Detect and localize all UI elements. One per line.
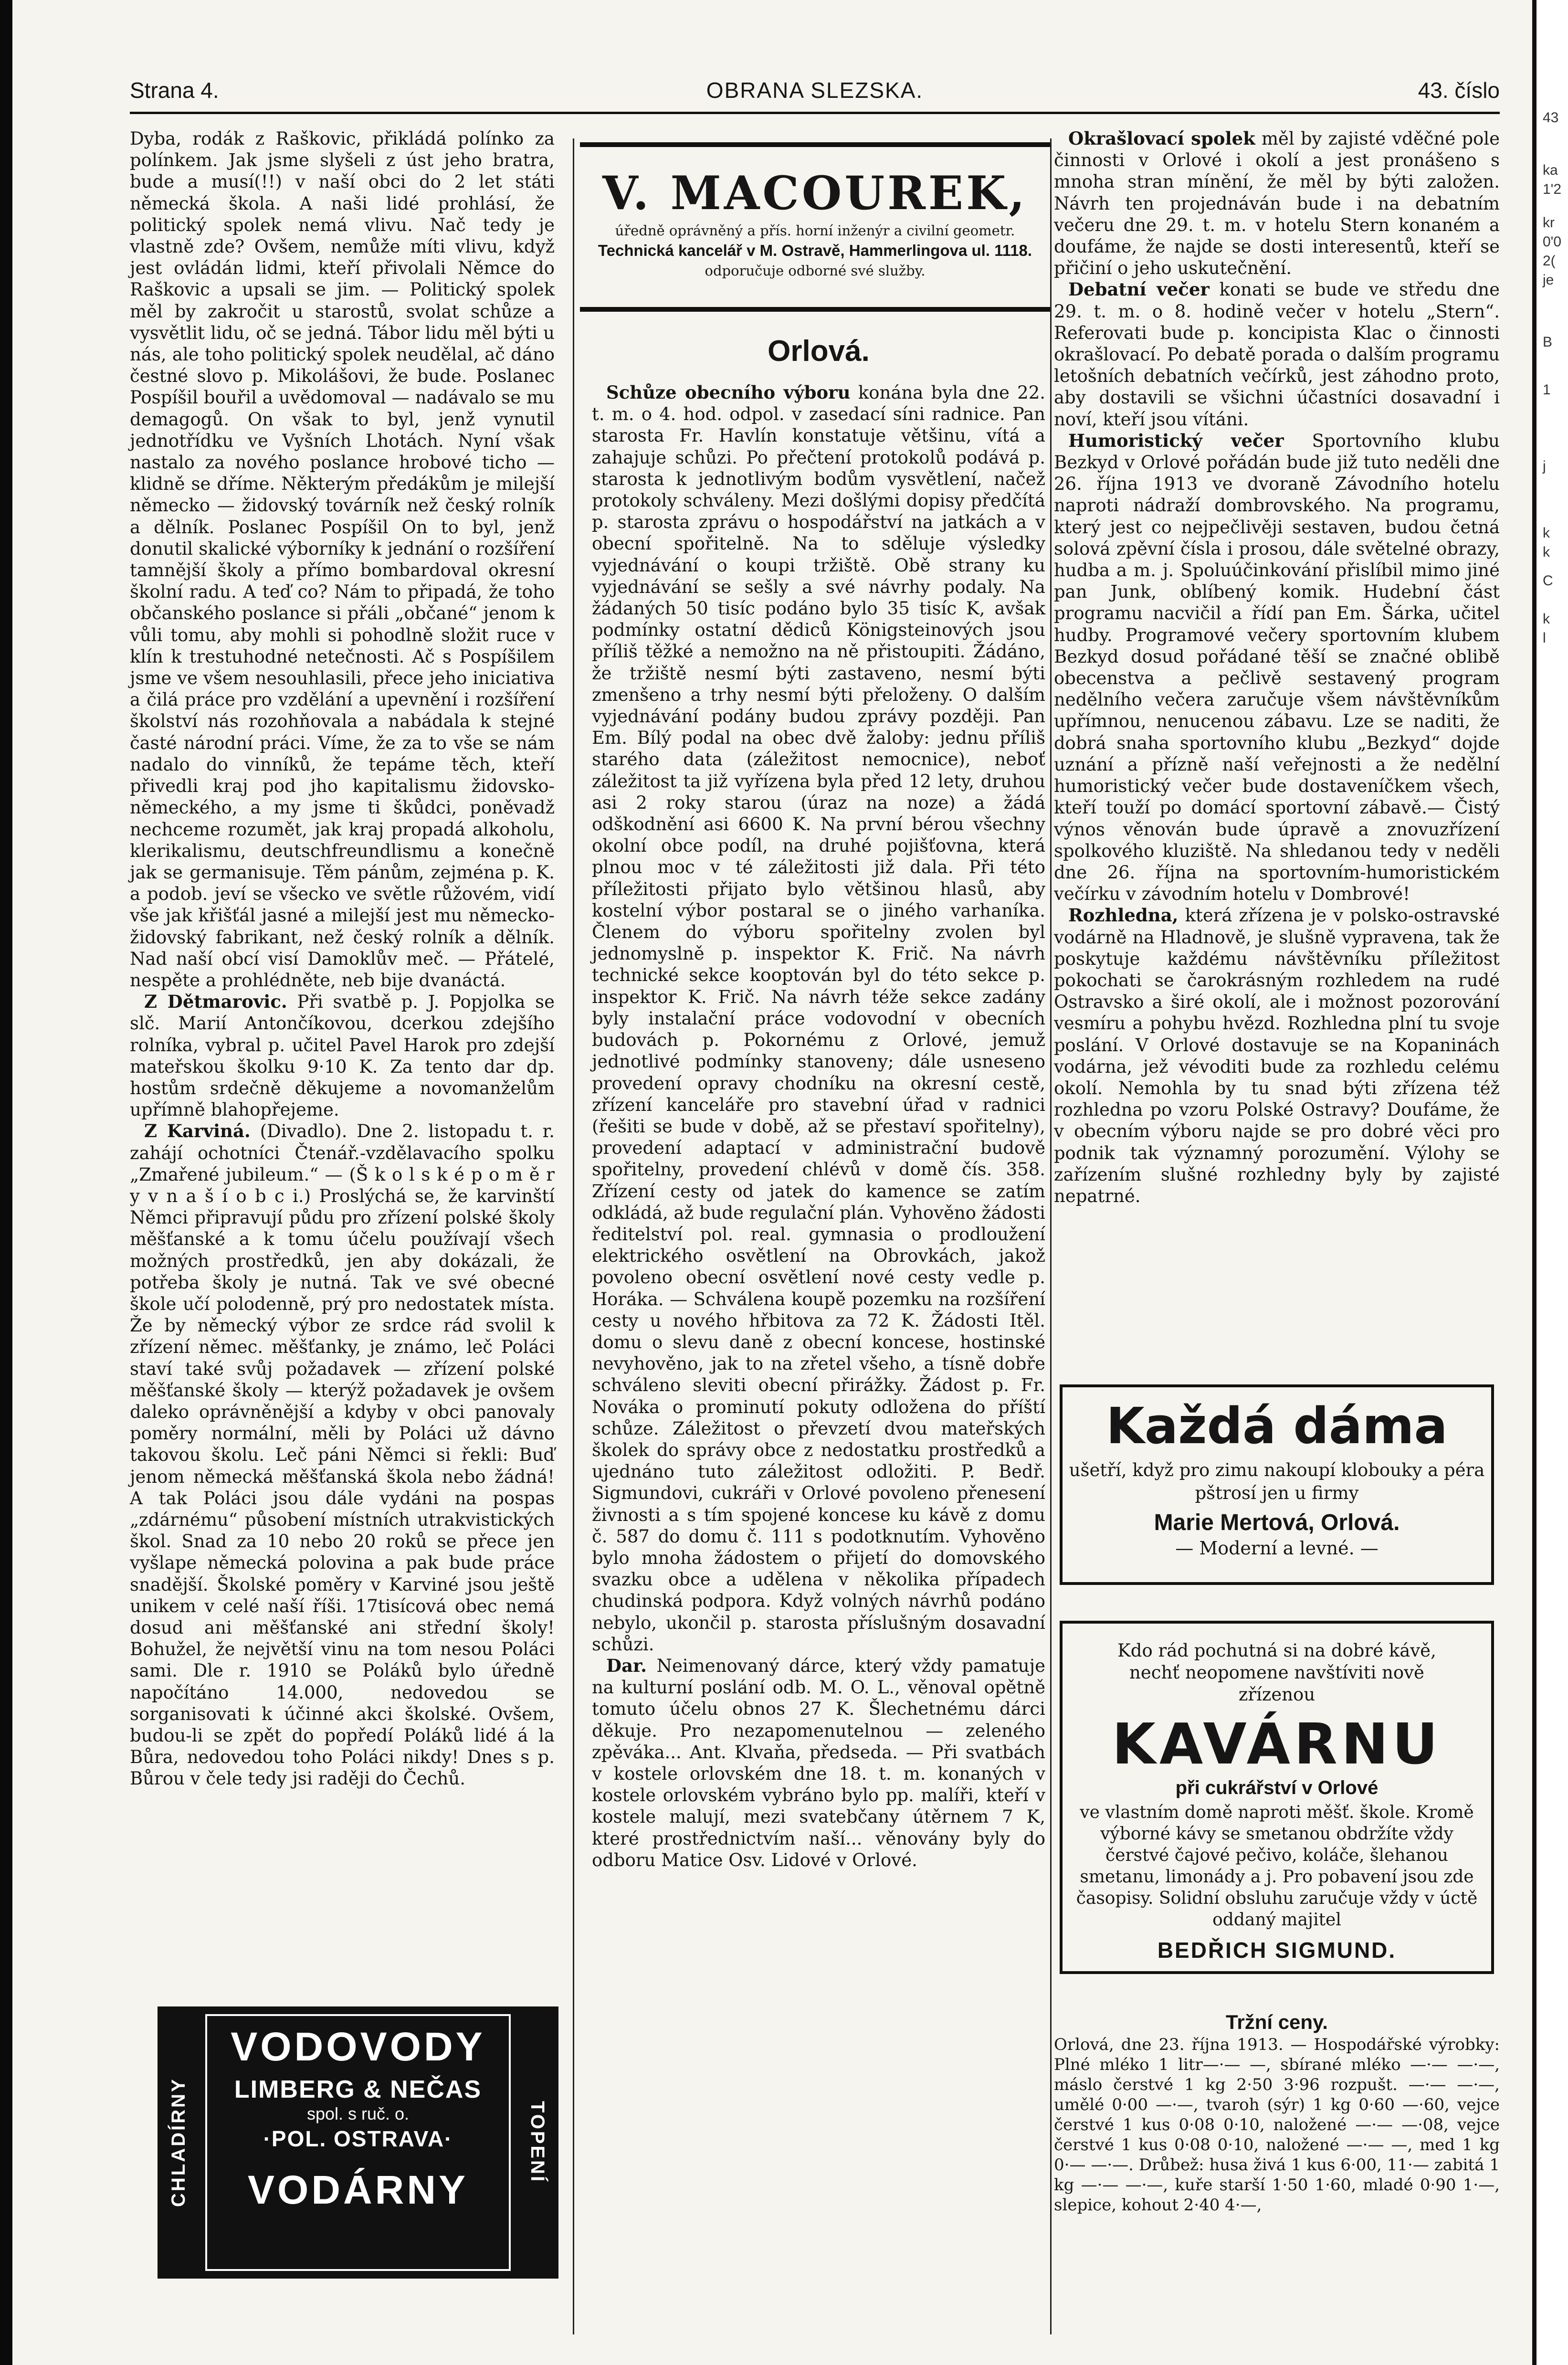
article-detmarovice [130, 991, 555, 1120]
article-text: měl by zajisté vděčné pole činnosti v Orlové i okolí a jest pronášeno s mnoha stran mínění, že měl by býti založen. Návrh ten projednáván bude i na debatním večeru dne 29. t. m. v hotelu Stern konaném a doufáme, že najde se dosti interesentů, kteří se přičiní o jeho uskutečnění. [1054, 128, 1500, 279]
article-text: konána byla dne 22. t. m. o 4. hod. odpol. v zasedací síni radnice. Pan starosta Fr. Havlín konstatuje většinu, vítá a zahajuje schůzi. Po přečtení protokolů podává p. starosta k jednotlivým bodům vysvětlení, načež protokoly schváleny. Mezi došlými dopisy předčítá p. starosta zprávu o hospodářství na jatkách a v obecní spořitelně. Na to sděluje výsledky vyjednávání o koupi tržiště. Obě strany ku vyjednávání se sešly a své návrhy podaly. Na žádaných 50 tisíc podáno bylo 35 tisíc K, avšak podmínky ostatní dědiců Königsteinových jsou příliš těžké a nemožno na ně přistoupiti. Žádáno, že tržiště nesmí býti zastaveno, nesmí býti zmenšeno a trhy nesmí býti přeloženy. O dalším vyjednávání podány budou zprávy později. Pan Em. Bílý podal na obec dvě žaloby: jednu příliš starého data (záležitost nemocnice), neboť záležitost ta již vyřízena byla před 12 lety, druhou asi 2 roky starou (úraz na noze) a žádá odškodnění asi 6600 K. Na první bérou všechny okolní obce podíl, na druhé pojišťovna, která plnou moc v té záležitosti již dala. Při této příležitosti přijato bylo většinou hlasů, aby kostelní výbor postaral se o jiného varhaníka. Členem do výboru spořitelny zvolen byl jednomyslně p. inspektor K. Frič. Na návrh technické sekce kooptován byl do této sekce p. inspektor K. Frič. Na návrh téže sekce zadány byly instalační práce vodovodní v obecních budovách p. Pokornému z Orlové, jemuž jednotlivé podmínky stanoveny; dále usneseno provedení opravy chodníku na okresní cestě, zřízení kanceláře pro stavební úřad v radnici (řešiti se bude v době, až se přestaví spořitelny), provedení adaptací v administrační budově spořitelny, provedení chlévů v domě čís. 358. Zřízení cesty od jatek do kamence se zatím odkládá, až bude regulační plán. Vyhověno žádosti ředitelství pol. real. gymnasia o prodloužení elektrického osvětlení na Obrovkách, jakož povoleno obecní osvětlení nové cesty vedle p. Horáka. — Schválena koupě pozemku na rozšíření cesty u nového hřbitova za 72 K. Žádosti Itěl. domu o slevu daně z obecní koncese, hostinské nevyhověno, jak to na zřetel všeho, a tísně dobře schváleno sleviti obecní přirážky. Žádost p. Fr. Nováka o prominutí pokuty odložena do příští schůze. Záležitost o převzetí dvou mateřských školek do správy obce z nedostatku prostředků a ujednáno tuto záležitost odložiti. P. Bedř. Sigmundovi, cukráři v Orlové povoleno přenesení živnosti a s tím spojené koncese ku kávě z domu č. 587 do domu č. 111 s podotknutím. Vyhověno bylo mnoha žádostem o přijetí do domovského svazku obce a udělena v několika případech chudinská podpora. Když volných návrhů podáno nebylo, ukončil p. starosta příslušným dosavadní schůzi. [592, 382, 1045, 1655]
article-text: Neimenovaný dárce, který vždy pamatuje na kulturní poslání odb. M. O. L., věnoval opětně tomuto účelu obnos 27 K. Šlechetnému dárci děkuje. Pro nezapomenutelnou — zeleného zpěváka... Ant. Klvaňa, předseda. — Při svatbách v kostele orlovském dne 18. t. m. konaných v kostele orlovském vybráno bylo pp. malíři, kteří v kostele malují, mezi svatebčany útěrnem 7 K, které prostřednictvím naší... věnovány byly do odboru Matice Osv. Lidové v Orlové. [592, 1655, 1045, 1870]
next-page-fragment: 43 [1543, 110, 1559, 126]
vodovody-advertisement [158, 2006, 558, 2279]
article-karvina [130, 1120, 555, 1789]
ad-subtitle: při cukrářství v Orlové [1175, 1777, 1379, 1798]
next-page-fragment: kr [1543, 215, 1555, 231]
article-text: Sportovního klubu Bezkyd v Orlové pořádán bude již tuto neděli dne 26. října 1913 ve dvoraně Závodního hotelu naproti nádraží dombrovského. Na programu, který jest co nejpečlivěji sestaven, budou četná solová zpěvní čísla i prosou, dále světelné obrazy, hudba a m. j. Spoluúčinkování přislíbil mimo jiné pan Junk, oblíbený komik. Hudební část programu nacvičil a řídí pan Em. Šárka, učitel hudby. Programové večery sportovním klubem Bezkyd dosud pořádané těší se značné oblibě obecenstva a pečlivě sestavený program nedělního večera zaručuje všem návštěvníkům upřímnou, nenucenou zábavu. Lze se naditi, že dobrá snaha sportovního klubu „Bezkyd“ dojde uznání a přízně naší veřejnosti a že nedělní humoristický večer bude dostaveníčkem všech, kteří touží po domácí sportovní zábavě.— Čistý výnos věnován bude úpravě a znovuzřízení spolkového kluziště. Na shledanou tedy v neděli dne 26. října na sportovním-humoristickém večírku v závodním hotelu v Dombrové! [1054, 430, 1500, 905]
ad-intro-line: zřízenou [1238, 1684, 1315, 1705]
ad-firm: LIMBERG & NEČAS [234, 2076, 482, 2103]
article-text: Proslýchá se, že karvinští Němci připravují půdu pro zřízení polské školy měšťanské a k tomu účelu používají všech možných prostředků, jen aby dokázali, že potřeba školy je nutná. Tak ve své obecné škole učí polodenně, prý pro nedostatek místa. Že by německý výbor ze srdce rád svolil k zřízení němec. měšťanky, je známo, leč Poláci staví také svůj požadavek — zřízení polské měšťanské školy — kterýž požadavek je ovšem daleko oprávněnější a kdyby v obci panovaly poměry normální, měli by Poláci už dávno takovou školu. Leč páni Němci si řekli: Buď jenom německá měšťanská škola nebo žádná! A tak Poláci jsou dále vydáni na pospas „zdárnému“ působení místních utrakvistických škol. Snad za 10 nebo 20 roků se přece jen vyšlape německá polovina a pak bude práce snadější. Školské poměry v Karviné jsou ještě unikem v celé naší říši. 17tisícová obec nemá dosud ani měšťanské ani střední školy! Bohužel, že největší vinu na tom nesou Poláci sami. Dle r. 1910 se Poláků bylo úředně napočítáno 14.000, nedovedou se sorganisovati k účinné akci školské. Ovšem, budou-li se zpět do popředí Poláků lidé á la Bůra, nedovedou toho Poláci nikdy! Dnes s p. Bůrou v čele tedy jsi raději do Čechů. [130, 1185, 555, 1789]
article-raskovice: Dyba, rodák z Raškovic, přikládá polínko za polínkem. Jak jsme slyšeli z úst jeho bratra, bude a musí(!!) v naší obci do 2 let státi německá škola. A naši lidé prohlásí, že politický spolek nemá vlivu. Nač tedy je vlastně zde? Ovšem, nemůže míti vlivu, když jest ovládán lidmi, kteří přivolali Němce do Raškovic a upsali se jim. — Politický spolek měl by zakročit u starostů, svolat schůze a vysvětlit lidu, oč se jedná. Tábor lidu měl býti u nás, ale toho politický spolek neudělal, ač dáno čestné slovo p. Mikolášovi, že bude. Poslanec Pospíšil bouřil a uvědomoval — nadávalo se mu demagogů. On však to byl, jenž vynutil jednotřídku ve Vyšních Lhotách. Nyní však nastalo za nového poslance hrobové ticho — klidně se dříme. Některým předákům je milejší německo — židovský továrník než český rolník a dělník. Poslanec Pospíšil On to byl, jenž donutil skalické výborníky k jednání o rozšíření tamnější školy a přímo bombardoval okresní školní radu. A teď co? Nám to připadá, že toho občanského poslance si přáli „občané“ jenom k vůli tomu, aby mohli si pohodlně složit ruce v klín k trestuhodné netečnosti. Ač s Pospíšilem jsme ve všem nesouhlasili, přece jeho iniciativa a čilá práce pro vzdělání a upevnění i rozšíření školství nás rozohňovala a nabádala k stejné časté národní práci. Víme, že za to vše se nám nadalo do vinníků, že tepáme těch, kteří přivedli kraj pod jho kapitalismu židovsko-německého, a my jsme ti škůdci, poněvadž nechceme rozumět, jak kraj propadá alkoholu, klerikalismu, deutschfreundlismu a konečně jak se germanisuje. Těm pánům, zejména p. K. a podob. jeví se všecko ve světle růžovém, vidí vše jak křišťál jasné a milejší jest mu německo-židovský fabrikant, než český rolník a dělník. Nad naší obcí visí Damoklův meč. — Přátelé, nespěte a prohlédněte, neb bije dvanáctá. [130, 128, 555, 991]
next-page-fragment: k [1543, 525, 1550, 541]
column-middle [592, 382, 1045, 1871]
article-debatni [1054, 279, 1500, 430]
ad-title: KAVÁRNU [1112, 1711, 1442, 1777]
page-header [130, 77, 1500, 111]
article-text: (Divadlo). Dne 2. listopadu t. r. zahájí ochotníci Čtenář.-vzdělavacího spolku „Zmařené jubileum.“ — (Š k o l s k é p o m ě r y v n a š í o b c i.) [130, 1121, 555, 1206]
ad-intro [1063, 1640, 1491, 1706]
next-page-fragment: 1 [1543, 382, 1551, 398]
article-heading: Z Karviná. [144, 1120, 251, 1142]
next-page-fragment: 0'0 [1543, 234, 1562, 250]
ad-company-type: spol. s ruč. o. [306, 2104, 410, 2123]
article-text: která zřízena je v polsko-ostravské vodárně na Hladnově, je slušně vypravena, tak že poskytuje každému návštěvníku příležitost pokochati se čarokrásným rozhledem na rudé Ostravsko a širé okolí, ale i možnost pozorování vesmíru a pohybu hvězd. Rozhledna plní tu svoje poslání. V Orlové dostavuje se na Kopaninách vodárna, jež vévoditi bude za rozhledu celému okolí. Nemohla by tu snad býti zřízena též rozhledna po vzoru Polské Ostravy? Doufáme, že v obecním výboru najde se pro dobré věci pro podnik tak významný porozumění. Výlohy se zařízením slušné rozhledny byly by zajisté nepatrné. [1054, 905, 1500, 1206]
ad-signature: BEDŘICH SIGMUND. [1157, 1938, 1397, 1963]
market-prices-text: Orlová, dne 23. října 1913. — Hospodářské výrobky: Plné mléko 1 litr—·— —, sbírané mléko —·— —·—, máslo čerstvé 1 kg 2·50 3·96 rozpušt. —·— —·—, umělé 0·00 —·—, tvaroh (sýr) 1 kg 0·60 —·60, vejce čerstvé 1 kus 0·08 0·10, naložené —·— —·08, vejce čerstvé 1 kus 0·08 0·10, naložené —·— —, med 1 kg 0·— —·—. Drůbež: husa živá 1 kus 6·00, 11·— zabitá 1 kg —·— —·—, kuře starší 1·50 1·60, mladé 0·90 1·—, slepice, kohout 2·40 4·—, [1054, 2035, 1500, 2215]
next-page-fragment: C [1543, 573, 1553, 589]
article-heading: Rozhledna, [1068, 905, 1179, 926]
ad-text: ve vlastním domě naproti měšť. škole. Kromě výborné kávy se smetanou obdržíte vždy čerstvé čajové pečivo, koláče, šlehanou smetanu, limonády a j. Pro pobavení jsou zde časopisy. Solidní obsluhu zaručuje vždy v úctě oddaný majitel [1076, 1803, 1478, 1930]
article-heading: Z Dětmarovic. [144, 991, 287, 1013]
column-right [1054, 128, 1500, 1207]
column-divider-1 [573, 138, 574, 2334]
column-left [130, 128, 555, 1790]
ad-bottom-title: VODÁRNY [247, 2167, 469, 2212]
dama-advertisement [1060, 1384, 1494, 1585]
issue-number: 43. číslo [1418, 78, 1500, 103]
next-page-fragment: l [1543, 630, 1546, 646]
next-page-fragment: 2( [1543, 253, 1556, 269]
ad-title: VODOVODY [231, 2024, 485, 2069]
header-rule [130, 112, 1500, 114]
next-page-fragment: je [1543, 272, 1554, 288]
column-divider-2 [1050, 138, 1052, 2334]
article-heading: Schůze obecního výboru [606, 382, 851, 403]
ad-side-text: CHLADÍRNY [168, 2077, 189, 2207]
page-number: Strana 4. [130, 78, 219, 103]
ad-subtitle: úředně oprávněný a přís. horní inženýr a civilní geometr. [615, 222, 1015, 239]
article-rozhledna [1054, 905, 1500, 1207]
article-dar [592, 1655, 1045, 1871]
article-humoristicky [1054, 430, 1500, 905]
ad-recommendation: odporučuje odborné své služby. [705, 263, 926, 279]
next-page-fragment: 1'2 [1543, 181, 1562, 197]
article-heading: Dar. [606, 1655, 647, 1676]
next-page-fragment: j [1543, 458, 1546, 474]
macourek-advertisement [580, 142, 1050, 312]
next-page-fragment: k [1543, 544, 1550, 560]
ad-side-text: TOPENÍ [527, 2101, 548, 2184]
article-heading: Debatní večer [1068, 279, 1210, 300]
article-schuze [592, 382, 1045, 1655]
market-prices-heading: Tržní ceny. [1226, 2011, 1328, 2033]
ad-office: Technická kancelář v M. Ostravě, Hammerlingova ul. 1118. [598, 242, 1032, 259]
ad-intro-line: nechť neopomene navštíviti nově [1129, 1662, 1424, 1683]
article-heading: Humoristický večer [1068, 430, 1284, 451]
scan-edge-left [0, 0, 12, 2365]
article-heading: Okrašlovací spolek [1068, 128, 1255, 149]
ad-firm: Marie Mertová, Orlová. [1154, 1510, 1400, 1535]
ad-tagline: — Moderní a levné. — [1175, 1538, 1379, 1559]
article-text: Při svatbě p. J. Popjolka se slč. Marií Antončíkovou, dcerkou zdejšího rolníka, vybral p. učitel Pavel Harok pro zdejší mateřskou školku 9·10 K. Za tento dar dp. hostům srdečně děkujeme a novomanželům upřímně blahopřejeme. [130, 992, 555, 1120]
next-page-edge [1532, 0, 1568, 2365]
ad-text: ušetří, když pro zimu nakoupí klobouky a péra pštrosí jen u firmy [1069, 1460, 1485, 1503]
ad-intro-line: Kdo rád pochutná si na dobré kávě, [1117, 1640, 1436, 1661]
ad-title: V. MACOUREK, [602, 166, 1028, 220]
ad-place: ·POL. OSTRAVA· [263, 2126, 453, 2151]
ad-title: Každá dáma [1106, 1397, 1448, 1455]
kavarna-advertisement [1060, 1621, 1494, 1974]
article-text: konati se bude ve středu dne 29. t. m. o 8. hodině večer v hotelu „Stern“. Referovati bude p. koncipista Klac o činnosti okrašlovací. Po debatě porada o dalším programu letošních debatních večírků, jest záhodno proto, aby dostavili se všichni účastníci dosavadní i noví, kteří jsou vítáni. [1054, 279, 1500, 430]
next-page-fragment: k [1543, 611, 1550, 627]
section-heading-orlova: Orlová. [768, 335, 870, 368]
next-page-fragment: ka [1543, 162, 1558, 178]
next-page-fragment: B [1543, 334, 1553, 350]
ad-inner-frame [205, 2014, 511, 2271]
article-okraslovaci [1054, 128, 1500, 279]
newspaper-title: OBRANA SLEZSKA. [706, 78, 924, 103]
